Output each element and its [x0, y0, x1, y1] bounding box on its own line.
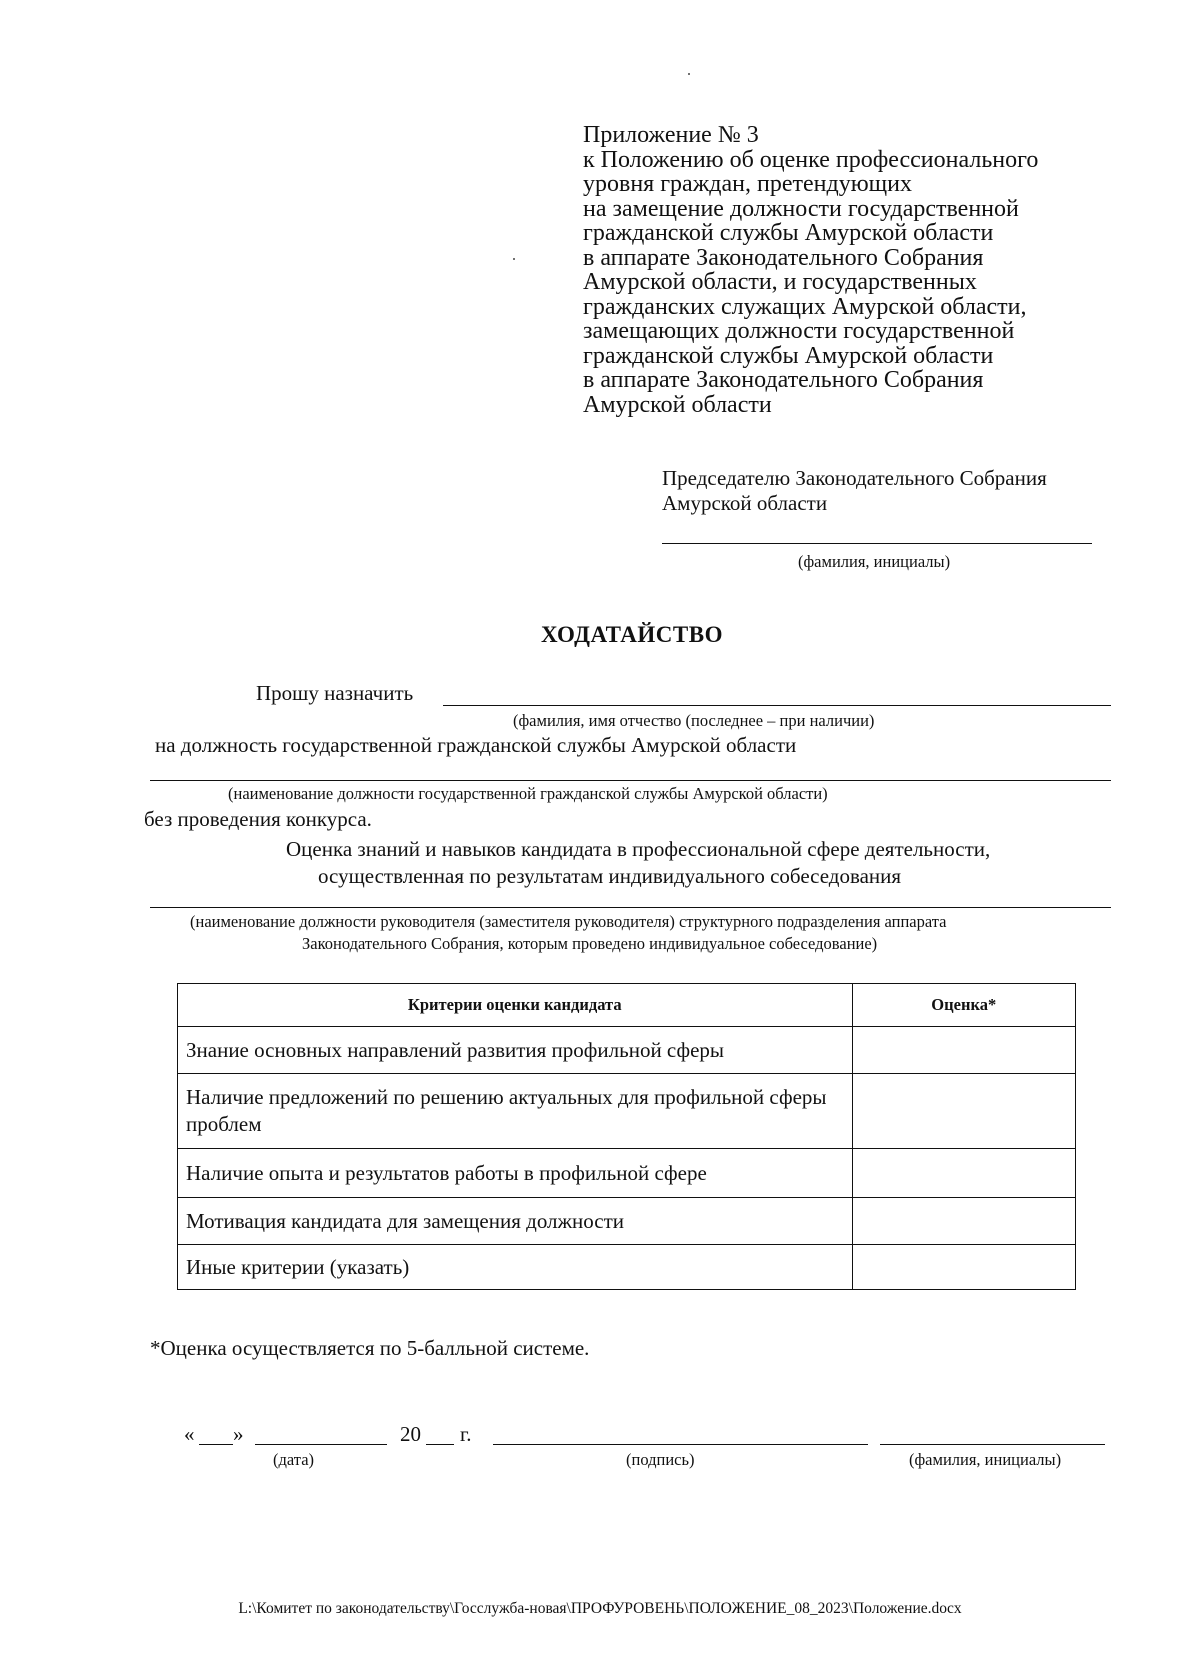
score-cell[interactable] — [852, 1245, 1076, 1290]
appendix-line: в аппарате Законодательного Собрания — [583, 367, 984, 393]
table-header-criteria: Критерии оценки кандидата — [178, 984, 853, 1027]
position-name-field[interactable] — [150, 780, 1111, 781]
position-caption: (наименование должности государственной гражданской службы Амурской области) — [228, 784, 828, 803]
appendix-line: гражданских служащих Амурской области, — [583, 293, 1027, 320]
score-cell[interactable] — [852, 1074, 1076, 1149]
assessment-line: осуществленная по результатам индивидуального собеседования — [318, 864, 902, 888]
appendix-line: замещающих должности государственной — [583, 318, 1015, 344]
date-quote-close: » — [233, 1422, 244, 1446]
table-row — [178, 1074, 1076, 1149]
scan-speck — [688, 73, 690, 75]
document-title: ХОДАТАЙСТВО — [541, 622, 723, 647]
appendix-line: Приложение № 3 — [583, 122, 759, 148]
appendix-line: гражданской службы Амурской области — [583, 342, 994, 369]
scoring-note: *Оценка осуществляется по 5-балльной системе. — [150, 1336, 590, 1360]
addressee-line: Председателю Законодательного Собрания — [662, 466, 1047, 490]
appendix-line: на замещение должности государственной — [583, 195, 1019, 222]
date-quote-open: « — [184, 1422, 195, 1446]
addressee-name-field[interactable] — [662, 543, 1092, 544]
table-header-score: Оценка* — [852, 984, 1076, 1027]
position-line: на должность государственной гражданской службы Амурской области — [155, 733, 797, 757]
appendix-block — [583, 123, 1143, 417]
score-cell[interactable] — [852, 1027, 1076, 1074]
appendix-line: к Положению об оценке профессионального — [583, 146, 1039, 173]
date-caption: (дата) — [273, 1450, 315, 1469]
footer-file-path: L:\Комитет по законодательству\Госслужба-новая\ПРОФУРОВЕНЬ\ПОЛОЖЕНИЕ_08_2023\Положение.docx — [238, 1600, 962, 1617]
candidate-name-caption: (фамилия, имя отчество (последнее – при наличии) — [513, 711, 875, 730]
score-cell[interactable] — [852, 1149, 1076, 1198]
criterion-cell: Иные критерии (указать) — [178, 1245, 853, 1290]
assessment-line: Оценка знаний и навыков кандидата в профессиональной сфере деятельности, — [286, 837, 991, 861]
table-row — [178, 1027, 1076, 1074]
criteria-table — [177, 983, 1076, 1290]
year-suffix: г. — [460, 1422, 472, 1446]
year-field[interactable] — [426, 1444, 454, 1445]
interviewer-caption: (наименование должности руководителя (заместителя руководителя) структурного подразделения аппарата — [190, 912, 947, 931]
month-field[interactable] — [255, 1444, 387, 1445]
table-row — [178, 1149, 1076, 1198]
candidate-name-field[interactable] — [443, 705, 1111, 706]
criterion-cell: Мотивация кандидата для замещения должности — [178, 1198, 853, 1245]
signature-caption: (подпись) — [626, 1450, 695, 1469]
appendix-line: Амурской области, и государственных — [583, 269, 977, 295]
appendix-line: Амурской области — [583, 391, 772, 418]
table-row — [178, 1198, 1076, 1245]
table-header-row — [178, 984, 1076, 1027]
addressee-block — [662, 466, 1132, 516]
no-contest-text: без проведения конкурса. — [144, 807, 372, 831]
day-field[interactable] — [199, 1444, 233, 1445]
scan-speck — [513, 258, 515, 260]
signer-name-caption: (фамилия, инициалы) — [909, 1450, 1062, 1469]
criterion-cell: Наличие опыта и результатов работы в профильной сфере — [178, 1149, 853, 1198]
table-row — [178, 1245, 1076, 1290]
year-prefix: 20 — [400, 1422, 421, 1446]
signature-field[interactable] — [493, 1444, 868, 1445]
addressee-name-caption: (фамилия, инициалы) — [798, 552, 951, 571]
criterion-cell: Знание основных направлений развития профильной сферы — [178, 1027, 853, 1074]
interviewer-position-field[interactable] — [150, 907, 1111, 908]
signer-name-field[interactable] — [880, 1444, 1105, 1445]
score-cell[interactable] — [852, 1198, 1076, 1245]
addressee-line: Амурской области — [662, 491, 828, 515]
appendix-line: гражданской службы Амурской области — [583, 220, 994, 246]
appendix-line: в аппарате Законодательного Собрания — [583, 244, 984, 271]
appendix-line: уровня граждан, претендующих — [583, 171, 912, 197]
appoint-label: Прошу назначить — [256, 681, 414, 705]
criterion-cell: Наличие предложений по решению актуальных для профильной сферы проблем — [178, 1074, 853, 1149]
interviewer-caption: Законодательного Собрания, которым проведено индивидуальное собеседование) — [302, 934, 878, 953]
